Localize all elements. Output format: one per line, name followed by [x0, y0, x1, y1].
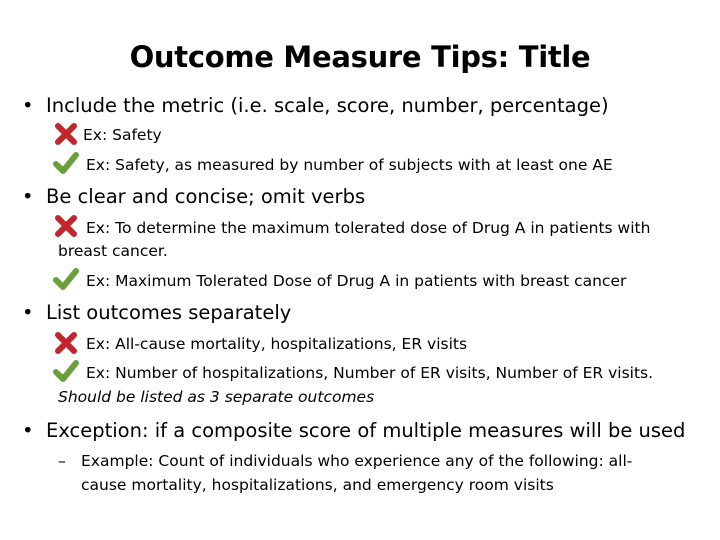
red-cross-icon: [53, 121, 79, 147]
bullet-dot: •: [22, 301, 34, 324]
bad-example: Ex: All-cause mortality, hospitalizations, ER visits: [86, 335, 468, 353]
bullet-text: Exception: if a composite score of multiple measures will be used: [46, 419, 686, 442]
red-cross-icon: [53, 330, 79, 356]
good-example: Ex: Number of hospitalizations, Number of ER visits, Number of ER visits.: [86, 364, 654, 382]
green-check-icon: [53, 266, 79, 292]
slide-title: Outcome Measure Tips: Title: [129, 40, 591, 74]
composite-example-line1: Example: Count of individuals who experience any of the following: all-: [81, 452, 633, 470]
separate-outcomes-note: Should be listed as 3 separate outcomes: [58, 388, 375, 406]
composite-example-line2: cause mortality, hospitalizations, and emergency room visits: [81, 476, 554, 494]
bad-example-line2: breast cancer.: [58, 242, 168, 260]
bullet-dot: •: [22, 94, 34, 117]
bullet-text: Include the metric (i.e. scale, score, number, percentage): [46, 94, 609, 117]
red-cross-icon: [53, 213, 79, 239]
green-check-icon: [53, 358, 79, 384]
good-example: Ex: Safety, as measured by number of subjects with at least one AE: [86, 156, 613, 174]
green-check-icon: [53, 150, 79, 176]
bullet-dot: •: [22, 419, 34, 442]
example-dash: –: [58, 452, 66, 470]
bullet-list-separately: [22, 301, 291, 324]
bullet-text: List outcomes separately: [46, 301, 292, 324]
bullet-exception: [22, 419, 685, 442]
bullet-text: Be clear and concise; omit verbs: [46, 185, 366, 208]
bullet-clear-concise: [22, 185, 365, 208]
bad-example: Ex: Safety: [83, 126, 162, 144]
bullet-include-metric: [22, 94, 609, 117]
bullet-dot: •: [22, 185, 34, 208]
bad-example-line1: Ex: To determine the maximum tolerated dose of Drug A in patients with: [86, 219, 651, 237]
good-example: Ex: Maximum Tolerated Dose of Drug A in patients with breast cancer: [86, 272, 627, 290]
